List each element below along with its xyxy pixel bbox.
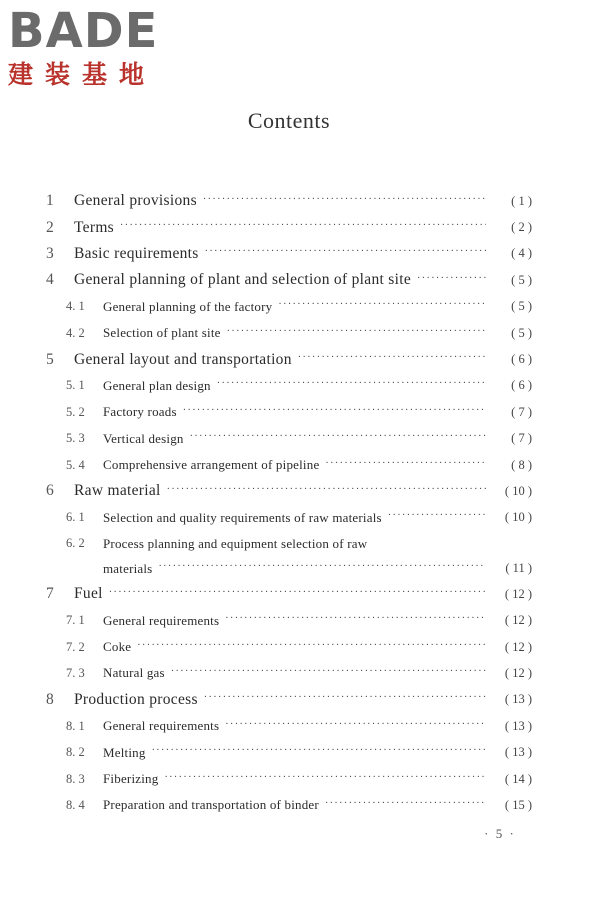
toc-entry[interactable] bbox=[46, 399, 532, 425]
toc-entry[interactable] bbox=[46, 766, 532, 792]
dot-leader bbox=[325, 798, 486, 809]
toc-entry-number: 3 bbox=[46, 244, 54, 262]
toc-entry-title: Selection of plant site bbox=[103, 325, 221, 341]
toc-entry[interactable] bbox=[46, 267, 532, 293]
toc-entry-page: ( 12 ) bbox=[504, 639, 532, 654]
toc-entry-page: ( 5 ) bbox=[511, 325, 532, 340]
toc-entry-title: General planning of plant and selection of plant site bbox=[74, 271, 411, 289]
toc-entry-number: 4 bbox=[46, 271, 54, 289]
logo-wordmark: BADE bbox=[8, 3, 159, 59]
toc-entry-page: ( 10 ) bbox=[504, 510, 532, 525]
toc-entry-page: ( 6 ) bbox=[511, 352, 532, 367]
toc-entry-page: ( 5 ) bbox=[511, 272, 532, 287]
dot-leader bbox=[183, 405, 486, 416]
toc-entry[interactable] bbox=[46, 713, 532, 739]
toc-entry-page: ( 12 ) bbox=[504, 613, 532, 628]
toc-entry[interactable] bbox=[46, 478, 532, 504]
toc-entry-title: General layout and transportation bbox=[74, 350, 292, 368]
dot-leader bbox=[225, 613, 486, 624]
toc-entry-title: Raw material bbox=[74, 482, 161, 500]
toc-entry-title: Basic requirements bbox=[74, 244, 199, 262]
toc-entry-number: 6 bbox=[46, 482, 54, 500]
toc-entry-page: ( 14 ) bbox=[504, 771, 532, 786]
logo-subtitle: 建装基地 bbox=[8, 60, 157, 89]
toc-entry-number: 4. 2 bbox=[66, 325, 85, 340]
toc-entry-title: Coke bbox=[103, 639, 132, 655]
toc-entry-title: Melting bbox=[103, 744, 146, 760]
dot-leader bbox=[204, 692, 486, 703]
toc-entry[interactable] bbox=[46, 241, 532, 267]
toc-entry-title: Vertical design bbox=[103, 430, 184, 446]
toc-entry-number: 5. 1 bbox=[66, 378, 85, 393]
toc-entry-title: Production process bbox=[74, 690, 198, 708]
toc-entry-number: 7. 1 bbox=[66, 613, 85, 628]
toc-entry-title: Selection and quality requirements of raw materials bbox=[103, 509, 382, 525]
dot-leader bbox=[217, 378, 486, 389]
toc-entry-number: 8. 3 bbox=[66, 771, 85, 786]
dot-leader bbox=[227, 326, 486, 337]
toc-entry-continuation[interactable] bbox=[46, 556, 532, 581]
toc-entry[interactable] bbox=[46, 581, 532, 607]
toc-entry[interactable] bbox=[46, 660, 532, 686]
toc-entry-page: ( 13 ) bbox=[504, 745, 532, 760]
toc-entry-number: 8. 4 bbox=[66, 797, 85, 812]
toc-entry[interactable] bbox=[46, 214, 532, 240]
toc-entry[interactable] bbox=[46, 320, 532, 346]
toc-entry-number: 6. 1 bbox=[66, 510, 85, 525]
toc-entry-title: Fuel bbox=[74, 585, 103, 603]
toc-entry[interactable] bbox=[46, 739, 532, 765]
toc-entry-page: ( 12 ) bbox=[504, 665, 532, 680]
toc-entry-number: 6. 2 bbox=[66, 536, 85, 551]
toc-entry-number: 5. 3 bbox=[66, 431, 85, 446]
toc-entry-number: 8 bbox=[46, 690, 54, 708]
toc-entry-page: ( 5 ) bbox=[511, 299, 532, 314]
toc-entry-title: Preparation and transportation of binder bbox=[103, 797, 319, 813]
toc-entry-page: ( 7 ) bbox=[511, 404, 532, 419]
dot-leader bbox=[417, 273, 486, 284]
toc-entry-title: General requirements bbox=[103, 718, 220, 734]
toc-entry[interactable] bbox=[46, 505, 532, 531]
toc-entry-page: ( 10 ) bbox=[504, 483, 532, 498]
toc-entry-number: 5 bbox=[46, 350, 54, 368]
dot-leader bbox=[137, 640, 486, 651]
toc-entry-page: ( 2 ) bbox=[511, 220, 532, 235]
page-title: Contents bbox=[247, 108, 331, 133]
toc-entry-page: ( 8 ) bbox=[511, 457, 532, 472]
toc-entry-page: ( 13 ) bbox=[504, 718, 532, 733]
dot-leader bbox=[388, 510, 486, 521]
dot-leader bbox=[164, 772, 486, 783]
toc-entry-number: 4. 1 bbox=[66, 299, 85, 314]
toc-entry[interactable] bbox=[46, 607, 532, 633]
bade-logo bbox=[8, 3, 178, 90]
dot-leader bbox=[158, 561, 486, 572]
toc-entry-page: ( 7 ) bbox=[511, 431, 532, 446]
dot-leader bbox=[152, 745, 486, 756]
toc-entry[interactable] bbox=[46, 792, 532, 818]
dot-leader bbox=[190, 431, 486, 442]
dot-leader bbox=[167, 484, 486, 495]
toc-entry-title: General plan design bbox=[103, 377, 211, 393]
toc-entry[interactable] bbox=[46, 346, 532, 372]
toc-entry-page: ( 1 ) bbox=[511, 193, 532, 208]
toc-entry-title: Factory roads bbox=[103, 404, 177, 420]
toc-entry-title: General requirements bbox=[103, 612, 220, 628]
toc-entry-page: ( 15 ) bbox=[504, 797, 532, 812]
toc-entry[interactable] bbox=[46, 426, 532, 452]
toc-entry-title-continuation: materials bbox=[103, 560, 153, 576]
dot-leader bbox=[278, 299, 486, 310]
toc-entry-number: 2 bbox=[46, 218, 54, 236]
toc-entry[interactable] bbox=[46, 294, 532, 320]
toc-entry[interactable] bbox=[46, 452, 532, 478]
toc-entry-number: 1 bbox=[46, 192, 54, 210]
toc-entry-number: 8. 1 bbox=[66, 718, 85, 733]
toc-entry-number: 5. 4 bbox=[66, 457, 85, 472]
dot-leader bbox=[109, 587, 486, 598]
toc-entry-number: 5. 2 bbox=[66, 404, 85, 419]
toc-entry[interactable] bbox=[46, 687, 532, 713]
toc-entry-number: 8. 2 bbox=[66, 745, 85, 760]
table-of-contents bbox=[46, 188, 532, 819]
toc-entry-title: General provisions bbox=[74, 192, 197, 210]
dot-leader bbox=[203, 194, 486, 205]
dot-leader bbox=[225, 719, 486, 730]
toc-entry-title: Comprehensive arrangement of pipeline bbox=[103, 457, 320, 473]
toc-entry[interactable] bbox=[46, 531, 532, 556]
dot-leader bbox=[298, 352, 486, 363]
toc-entry-number: 7 bbox=[46, 585, 54, 603]
toc-entry-title: Natural gas bbox=[103, 665, 165, 681]
dot-leader bbox=[171, 666, 486, 677]
toc-entry-title: Process planning and equipment selection of raw bbox=[103, 535, 368, 551]
toc-entry-page: ( 4 ) bbox=[511, 246, 532, 261]
toc-entry[interactable] bbox=[46, 188, 532, 214]
toc-entry-title: General planning of the factory bbox=[103, 298, 273, 314]
toc-entry-page: ( 6 ) bbox=[511, 378, 532, 393]
toc-entry-title: Terms bbox=[74, 218, 115, 236]
dot-leader bbox=[205, 246, 486, 257]
dot-leader bbox=[325, 458, 486, 469]
toc-entry-page: ( 11 ) bbox=[505, 561, 532, 576]
toc-entry[interactable] bbox=[46, 634, 532, 660]
toc-entry-page: ( 13 ) bbox=[504, 692, 532, 707]
toc-entry[interactable] bbox=[46, 373, 532, 399]
page-number: · 5 · bbox=[484, 826, 516, 841]
toc-entry-title: Fiberizing bbox=[103, 771, 159, 786]
toc-entry-number: 7. 2 bbox=[66, 639, 85, 654]
toc-entry-number: 7. 3 bbox=[66, 665, 85, 680]
toc-entry-page: ( 12 ) bbox=[504, 586, 532, 601]
dot-leader bbox=[120, 220, 486, 231]
